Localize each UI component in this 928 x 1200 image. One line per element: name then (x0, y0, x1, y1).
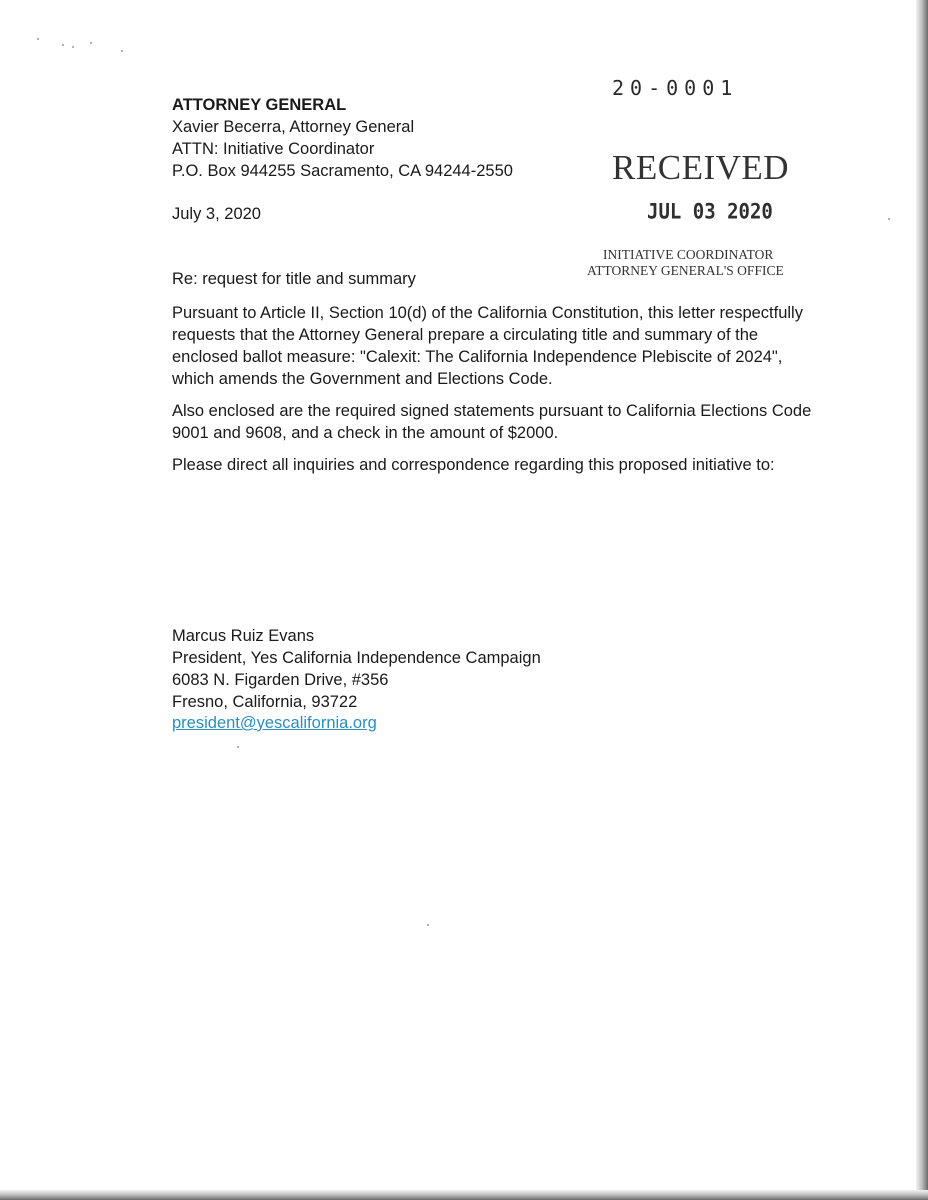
scan-speck (888, 218, 890, 220)
scan-speck (237, 746, 239, 748)
scan-speck (121, 50, 123, 52)
received-stamp: RECEIVED (612, 148, 790, 187)
body-paragraph-2-line: 9001 and 9608, and a check in the amount of $2000. (172, 424, 559, 442)
body-paragraph-3: Please direct all inquiries and correspondence regarding this proposed initiative to: (172, 456, 775, 474)
scan-speck (427, 924, 429, 926)
scan-speck (90, 42, 92, 44)
scan-speck (62, 44, 64, 46)
letter-date: July 3, 2020 (172, 205, 261, 223)
sender-address-line: 6083 N. Figarden Drive, #356 (172, 671, 389, 689)
body-paragraph-1-line: which amends the Government and Elections Code. (172, 370, 553, 388)
sender-email-link[interactable]: president@yescalifornia.org (172, 714, 377, 732)
sender-title: President, Yes California Independence Campaign (172, 649, 541, 667)
sender-address-line: Fresno, California, 93722 (172, 693, 358, 711)
scan-edge-bottom (0, 1190, 928, 1200)
scan-speck (72, 46, 74, 48)
stamp-office-line2: ATTORNEY GENERAL'S OFFICE (587, 263, 784, 278)
subject-line: Re: request for title and summary (172, 270, 416, 288)
recipient-line: Xavier Becerra, Attorney General (172, 118, 415, 136)
body-paragraph-1-line: requests that the Attorney General prepare a circulating title and summary of the (172, 326, 759, 344)
body-paragraph-1-line: enclosed ballot measure: "Calexit: The California Independence Plebiscite of 2024", (172, 348, 783, 366)
scan-edge-right (916, 0, 928, 1200)
stamp-office-line1: INITIATIVE COORDINATOR (603, 247, 774, 262)
scan-speck (37, 38, 39, 40)
sender-name: Marcus Ruiz Evans (172, 627, 315, 645)
recipient-line: P.O. Box 944255 Sacramento, CA 94244-2550 (172, 162, 513, 180)
recipient-line: ATTN: Initiative Coordinator (172, 140, 375, 158)
stamp-number: 20-0001 (612, 76, 739, 100)
body-paragraph-1-line: Pursuant to Article II, Section 10(d) of the California Constitution, this letter respectfully (172, 304, 803, 322)
recipient-heading: ATTORNEY GENERAL (172, 96, 347, 114)
received-date-stamp: JUL 03 2020 (647, 199, 773, 225)
body-paragraph-2-line: Also enclosed are the required signed statements pursuant to California Elections Code (172, 402, 812, 420)
